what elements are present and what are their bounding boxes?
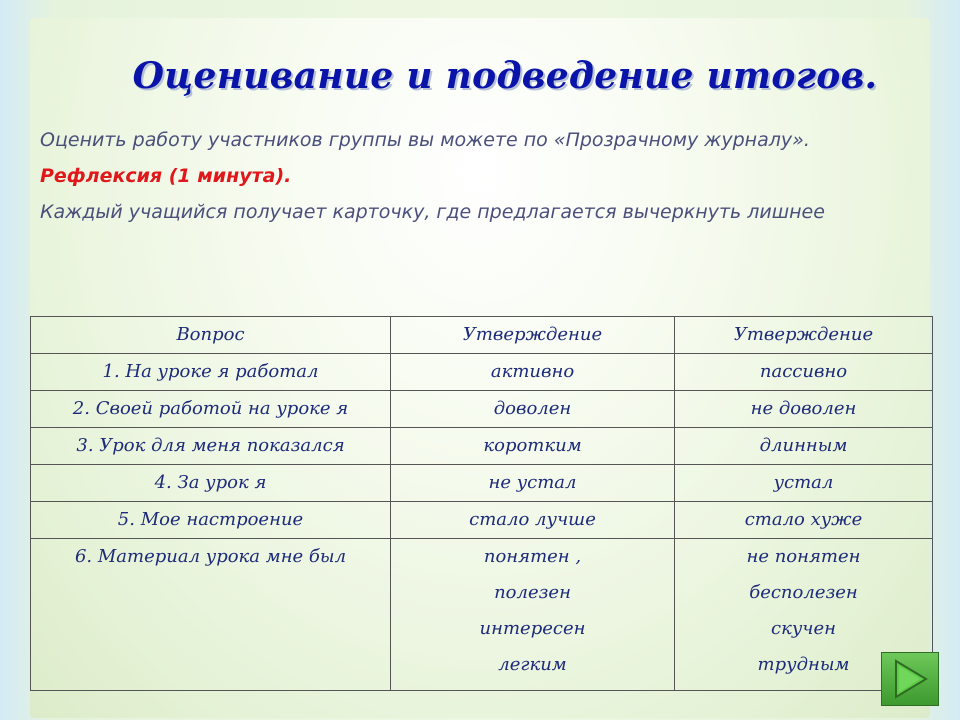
table-row xyxy=(31,354,933,391)
header-statement-2: Утверждение xyxy=(675,317,933,354)
next-slide-button[interactable] xyxy=(881,652,939,706)
reflection-label: Рефлексия (1 минута). xyxy=(40,165,292,187)
intro-text xyxy=(40,122,900,230)
positive-cell[interactable]: коротким xyxy=(391,428,675,465)
positive-option[interactable]: интересен xyxy=(479,618,586,639)
table-row xyxy=(31,465,933,502)
table-row xyxy=(31,428,933,465)
positive-cell[interactable]: стало лучше xyxy=(391,502,675,539)
question-cell: 3. Урок для меня показался xyxy=(31,428,391,465)
positive-option[interactable]: понятен , xyxy=(483,546,582,567)
header-question: Вопрос xyxy=(31,317,391,354)
positive-cell[interactable]: активно xyxy=(391,354,675,391)
table-row xyxy=(31,539,933,691)
negative-option[interactable]: трудным xyxy=(757,654,850,675)
positive-cell[interactable]: не устал xyxy=(391,465,675,502)
question-cell: 1. На уроке я работал xyxy=(31,354,391,391)
positive-cell[interactable]: доволен xyxy=(391,391,675,428)
negative-option[interactable]: не понятен xyxy=(746,546,861,567)
slide-title: Оценивание и подведение итогов. xyxy=(132,55,878,97)
negative-cell[interactable]: стало хуже xyxy=(675,502,933,539)
next-arrow-icon xyxy=(890,659,930,699)
negative-cell[interactable]: пассивно xyxy=(675,354,933,391)
table-row xyxy=(31,502,933,539)
negative-cell[interactable]: длинным xyxy=(675,428,933,465)
question-cell: 2. Своей работой на уроке я xyxy=(31,391,391,428)
negative-option[interactable]: бесполезен xyxy=(749,582,858,603)
question-cell: 4. За урок я xyxy=(31,465,391,502)
header-statement-1: Утверждение xyxy=(391,317,675,354)
positive-option[interactable]: полезен xyxy=(494,582,571,603)
negative-option[interactable]: скучен xyxy=(771,618,836,639)
reflection-table xyxy=(30,316,933,691)
negative-cell[interactable]: не доволен xyxy=(675,391,933,428)
instruction-text: Каждый учащийся получает карточку, где предлагается вычеркнуть лишнее xyxy=(40,201,825,223)
table-header-row xyxy=(31,317,933,354)
negative-cell[interactable]: устал xyxy=(675,465,933,502)
table-row xyxy=(31,391,933,428)
positive-option[interactable]: легким xyxy=(498,654,567,675)
intro-line: Оценить работу участников группы вы можете по «Прозрачному журналу». xyxy=(40,129,810,151)
question-cell: 6. Материал урока мне был xyxy=(31,539,391,691)
question-cell: 5. Мое настроение xyxy=(31,502,391,539)
positive-cell xyxy=(391,539,675,691)
